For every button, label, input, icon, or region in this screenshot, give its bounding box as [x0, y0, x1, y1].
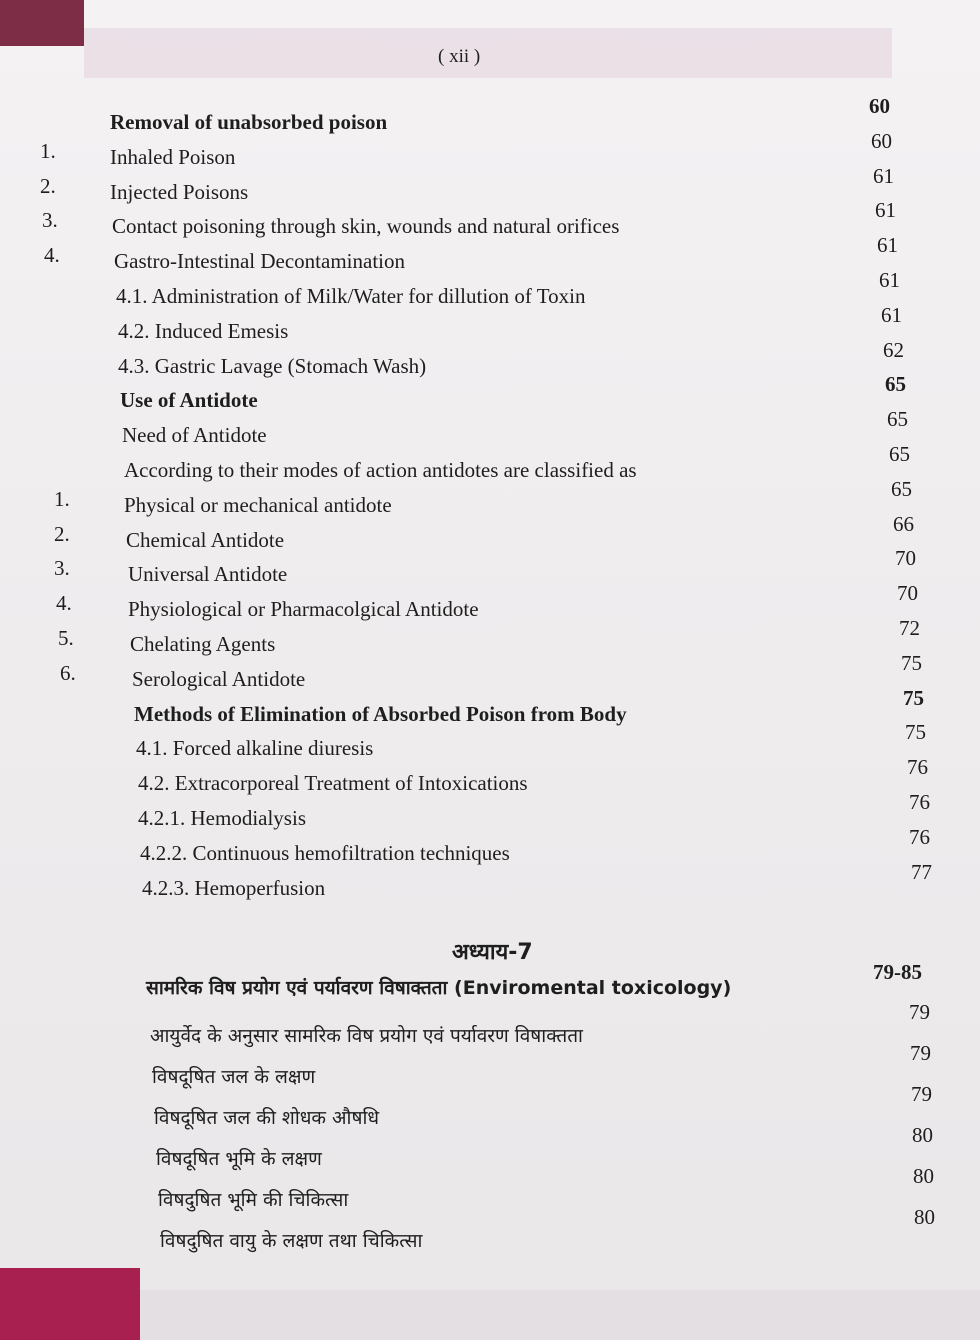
- toc-item-label: Injected Poisons: [110, 179, 249, 204]
- chapter-page-number: 79: [911, 1082, 932, 1106]
- toc-page-number: 75: [901, 650, 922, 675]
- toc-item-number: 5.: [58, 626, 74, 650]
- chapter-item-label: विषदूषित जल की शोधक औषधि: [154, 1107, 380, 1129]
- toc-page-number: 72: [899, 616, 920, 640]
- toc-item-label: Use of Antidote: [120, 388, 258, 413]
- toc-item-label: Chemical Antidote: [126, 527, 285, 552]
- toc-page-number: 61: [877, 233, 898, 258]
- toc-item-label: 4.2.2. Continuous hemofiltration techniques: [140, 840, 510, 865]
- toc-item-label: Serological Antidote: [132, 666, 306, 691]
- toc-item-number: 3.: [54, 556, 70, 581]
- toc-item-label: 4.3. Gastric Lavage (Stomach Wash): [118, 353, 427, 378]
- toc-page-number: 76: [909, 824, 930, 849]
- toc-item-number: 2.: [54, 521, 70, 546]
- toc-row: [0, 790, 980, 830]
- toc-page-number: 60: [871, 128, 892, 153]
- toc-page-number: 77: [911, 859, 932, 884]
- toc-row: [0, 581, 980, 622]
- chapter-item-label: विषदुषित वायु के लक्षण तथा चिकित्सा: [160, 1230, 423, 1252]
- chapter-page-number: 80: [914, 1205, 935, 1229]
- toc-page-number: 65: [889, 442, 910, 466]
- toc-item-label: 4.1. Administration of Milk/Water for dillution of Toxin: [116, 284, 586, 308]
- toc-row: [0, 476, 980, 517]
- toc-page-number: 66: [893, 511, 914, 536]
- toc-page-number: 75: [903, 685, 924, 710]
- toc-page-number: 76: [909, 790, 930, 814]
- chapter-row: [0, 1082, 980, 1129]
- toc-item-label: Chelating Agents: [130, 632, 276, 656]
- toc-row: [0, 442, 980, 482]
- toc-item-label: Need of Antidote: [122, 423, 267, 448]
- toc-page-number: 61: [879, 268, 900, 292]
- toc-page-number: 61: [873, 163, 894, 188]
- toc-row: [0, 859, 980, 900]
- toc-item-label: Removal of unabsorbed poison: [110, 110, 388, 134]
- chapter-row: [0, 1041, 980, 1088]
- toc-row: [0, 372, 980, 413]
- chapter-page-number: 80: [913, 1164, 934, 1188]
- toc-row: [0, 685, 980, 726]
- toc-item-label: Methods of Elimination of Absorbed Poison from Body: [134, 701, 627, 726]
- chapter-page-number: 80: [912, 1123, 933, 1147]
- toc-row: [0, 755, 980, 796]
- toc-row: [0, 546, 980, 587]
- toc-item-number: 1.: [54, 486, 70, 511]
- chapter-row: [0, 1205, 980, 1252]
- toc-page-number: 61: [881, 302, 902, 327]
- toc-item-label: 4.1. Forced alkaline diuresis: [136, 736, 374, 761]
- toc-row: [0, 233, 980, 274]
- toc-row: [0, 720, 980, 761]
- chapter-item-label: विषदूषित भूमि के लक्षण: [156, 1148, 322, 1170]
- toc-page-number: 70: [897, 581, 918, 606]
- chapter-page-number: 79: [909, 1000, 930, 1024]
- toc-item-number: 4.: [44, 243, 60, 268]
- toc-item-label: According to their modes of action antidotes are classified as: [124, 458, 637, 482]
- toc-row: [0, 650, 980, 691]
- chapter-title-row: [0, 960, 980, 1000]
- toc-row: [0, 128, 980, 169]
- header-strip: [84, 28, 892, 78]
- chapter-title: सामरिक विष प्रयोग एवं पर्यावरण विषाक्तता (Enviromental toxicology): [146, 977, 732, 999]
- toc-page-number: 65: [887, 407, 908, 432]
- toc-row: [0, 511, 980, 552]
- top-color-band: [0, 0, 84, 46]
- toc-row: [0, 198, 980, 239]
- toc-item-label: Universal Antidote: [128, 562, 288, 587]
- chapter-page-range: 79-85: [873, 960, 922, 984]
- toc-item-number: 4.: [56, 591, 72, 616]
- toc-item-number: 2.: [40, 173, 56, 198]
- toc-row: [0, 337, 980, 378]
- toc-row: [0, 824, 980, 865]
- toc-item-label: Physical or mechanical antidote: [124, 492, 392, 517]
- toc-page-number: 75: [905, 720, 926, 745]
- toc-item-label: Gastro-Intestinal Decontamination: [114, 249, 405, 274]
- toc-item-number: 6.: [60, 660, 76, 685]
- toc-item-label: Physiological or Pharmacolgical Antidote: [128, 597, 479, 622]
- toc-item-label: 4.2.1. Hemodialysis: [138, 806, 306, 830]
- toc-page-number: 60: [869, 94, 890, 118]
- toc-page-number: 76: [907, 755, 928, 780]
- toc-row: [0, 268, 980, 308]
- toc-item-label: Contact poisoning through skin, wounds and natural orifices: [112, 214, 620, 239]
- chapter-row: [0, 1123, 980, 1170]
- toc-row: [0, 163, 980, 204]
- chapter-row: [0, 1164, 980, 1211]
- toc-page-number: 70: [895, 546, 916, 571]
- chapter-heading: अध्याय-7: [452, 940, 533, 965]
- toc-item-label: 4.2. Induced Emesis: [118, 318, 289, 343]
- toc-page-number: 62: [883, 337, 904, 362]
- chapter-item-label: आयुर्वेद के अनुसार सामरिक विष प्रयोग एवं पर्यावरण विषाक्तता: [150, 1025, 583, 1047]
- toc-page-number: 65: [885, 372, 906, 397]
- page-number: ( xii ): [438, 46, 481, 67]
- bottom-page-edge: [140, 1290, 980, 1340]
- toc-item-number: 1.: [40, 138, 56, 163]
- bottom-color-band: [0, 1268, 140, 1340]
- toc-row: [0, 302, 980, 343]
- toc-page-number: 61: [875, 198, 896, 223]
- toc-row: [0, 616, 980, 656]
- chapter-row: [0, 1000, 980, 1047]
- chapter-page-number: 79: [910, 1041, 931, 1065]
- toc-item-label: 4.2.3. Hemoperfusion: [142, 875, 326, 900]
- chapter-item-label: विषदूषित जल के लक्षण: [152, 1066, 316, 1088]
- toc-row: [0, 407, 980, 448]
- toc-item-label: 4.2. Extracorporeal Treatment of Intoxications: [138, 771, 528, 796]
- chapter-item-label: विषदुषित भूमि की चिकित्सा: [158, 1189, 349, 1211]
- toc-item-number: 3.: [42, 208, 58, 233]
- toc-page-number: 65: [891, 476, 912, 501]
- toc-item-label: Inhaled Poison: [110, 144, 236, 169]
